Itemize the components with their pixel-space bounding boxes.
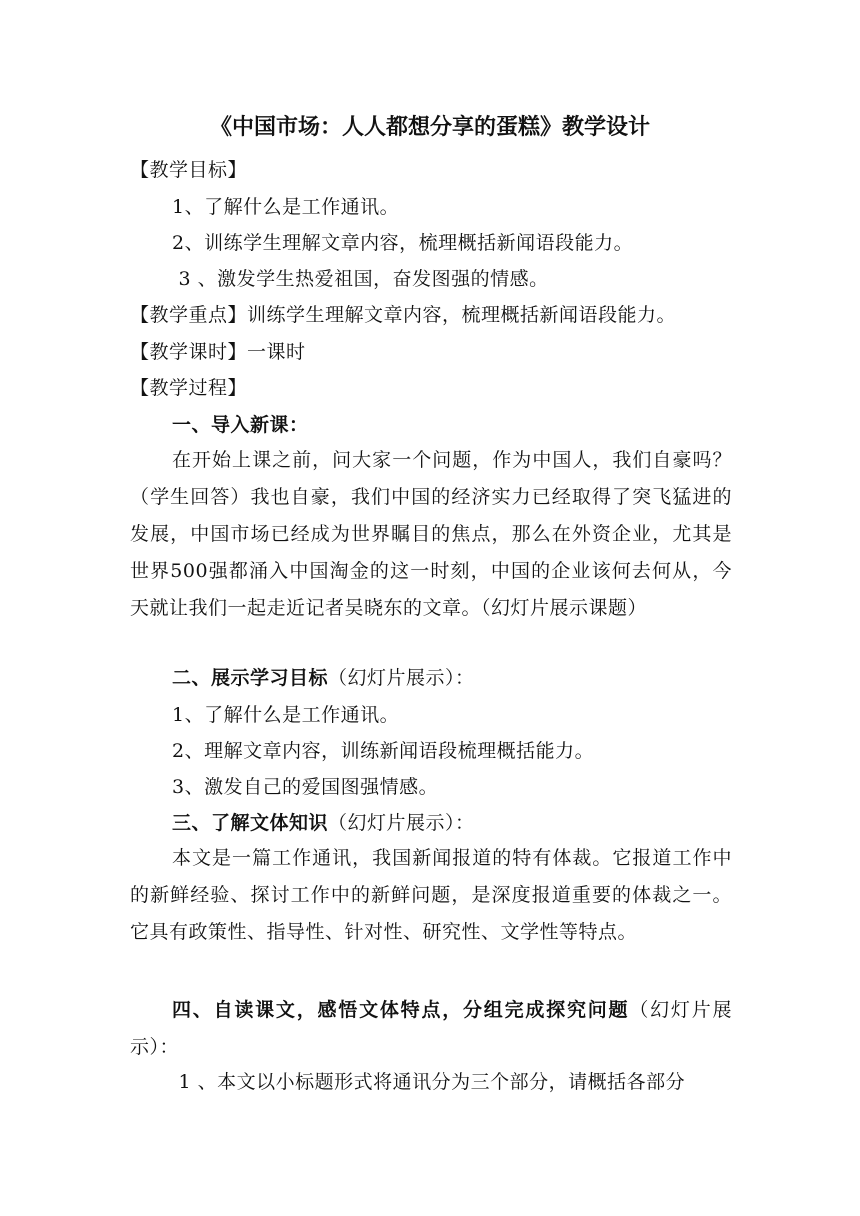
section-1-text: 在开始上课之前，问大家一个问题，作为中国人，我们自豪吗？（学生回答）我也自豪，我们中国的经济实力已经取得了突飞猛进的发展，中国市场已经成为世界瞩目的焦点，那么在外资企业，尤其是世界500强都涌入中国淘金的这一时刻，中国的企业该何去何从，今天就让我们一起走近记者吴晓东的文章。（幻灯片展示课题） [130,449,732,619]
objectives-heading: 【教学目标】 [130,159,248,181]
key-point-label: 【教学重点】 [130,304,248,326]
objective-item-2: 2、训练学生理解文章内容，梳理概括新闻语段能力。 [172,232,634,254]
class-hours-label: 【教学课时】 [130,341,248,363]
section-4-heading-line [130,992,732,1066]
process-heading: 【教学过程】 [130,377,248,399]
page-title: 《中国市场：人人都想分享的蛋糕》教学设计 [209,115,650,140]
section-3-heading: 三、了解文体知识 [172,812,329,834]
section-4-item-1: 1 、本文以小标题形式将通讯分为三个部分，请概括各部分 [172,1071,686,1093]
objective-item-3: 3 、激发学生热爱祖国，奋发图强的情感。 [172,268,549,290]
section-2-item-3: 3、激发自己的爱国图强情感。 [172,776,439,798]
class-hours [130,337,306,367]
section-3-suffix: （幻灯片展示）： [328,812,475,834]
class-hours-text: 一课时 [247,341,306,363]
section-3-heading-line [172,808,475,838]
key-point-text: 训练学生理解文章内容，梳理概括新闻语段能力。 [247,304,677,326]
section-2-heading-line [172,663,475,693]
section-3-text: 本文是一篇工作通讯，我国新闻报道的特有体裁。它报道工作中的新鲜经验、探讨工作中的新鲜问题，是深度报道重要的体裁之一。它具有政策性、指导性、针对性、研究性、文学性等特点。 [130,847,732,943]
section-2-heading: 二、展示学习目标 [172,667,329,689]
section-2-item-2: 2、理解文章内容，训练新闻语段梳理概括能力。 [172,740,595,762]
section-2-item-1: 1、了解什么是工作通讯。 [172,704,400,726]
section-4-suffix: （幻灯片展示）： [130,999,732,1058]
section-2-suffix: （幻灯片展示）： [328,667,475,689]
section-4-heading: 四、自读课文，感悟文体特点，分组完成探究问题 [172,999,630,1021]
key-point [130,300,676,330]
section-1-heading: 一、导入新课： [172,414,309,436]
objective-item-1: 1、了解什么是工作通讯。 [172,196,400,218]
